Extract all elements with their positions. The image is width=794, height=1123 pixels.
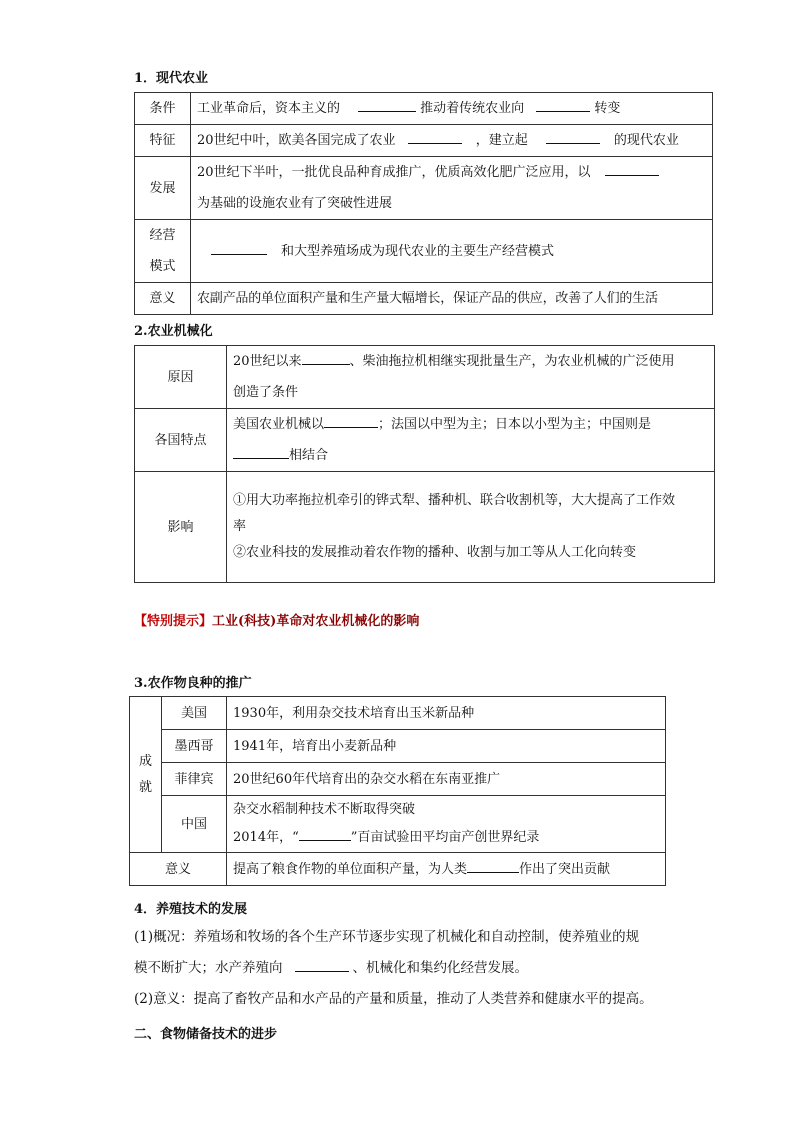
meaning-content [227, 853, 666, 886]
row-content [227, 409, 715, 472]
fill-blank [295, 957, 349, 972]
text-fragment: 、机械化和集约化经营发展。 [352, 960, 528, 976]
section5-heading: 二、食物储备技术的进步 [134, 1027, 278, 1042]
row-content [191, 157, 713, 220]
text-fragment: 为基础的设施农业有了突破性进展 [197, 196, 393, 211]
text-fragment: 20世纪以来 [233, 354, 302, 369]
paragraph-line [134, 953, 734, 984]
text-fragment: ，建立起 [475, 133, 528, 148]
text-fragment: 杂交水稻制种技术不断取得突破 [233, 802, 416, 817]
text-fragment: ；法国以中型为主；日本以小型为主；中国则是 [378, 417, 652, 432]
country-label: 中国 [162, 796, 227, 853]
table-row [130, 730, 666, 763]
row-content [191, 220, 713, 283]
country-label: 美国 [162, 697, 227, 730]
paragraph-line: (1)概况：养殖场和牧场的各个生产环节逐步实现了机械化和自动控制，使养殖业的规 [134, 929, 640, 945]
row-label: 各国特点 [135, 409, 227, 472]
fill-blank [324, 413, 378, 428]
table-row [135, 283, 713, 315]
section2-heading: 2.农业机械化 [134, 324, 213, 339]
text-fragment: 20世纪中叶，欧美各国完成了农业 [197, 133, 396, 148]
text-fragment: ”百亩试验田平均亩产创世界纪录 [350, 830, 540, 845]
row-label: 意义 [135, 283, 191, 315]
section4-paragraph-2: (2)意义：提高了畜牧产品和水产品的产量和质量，推动了人类营养和健康水平的提高。 [134, 991, 653, 1007]
meaning-label: 意义 [130, 853, 227, 886]
row-label-line: 模式 [149, 259, 176, 274]
row-content [227, 346, 715, 409]
section3-heading: 3.农作物良种的推广 [134, 676, 252, 691]
table-row [135, 157, 713, 220]
fill-blank [546, 129, 600, 144]
table-row [135, 125, 713, 157]
table-row [135, 93, 713, 125]
table-row [135, 346, 715, 409]
fill-blank [211, 240, 267, 255]
special-tip [134, 610, 419, 629]
table-row [135, 220, 713, 283]
row-label: 原因 [135, 346, 227, 409]
text-fragment: 推动着传统农业向 [420, 101, 525, 116]
section4-paragraph-1 [134, 922, 734, 984]
fill-blank [467, 858, 519, 873]
country-achievement: 20世纪60年代培育出的杂交水稻在东南亚推广 [227, 763, 666, 796]
text-fragment: ①用大功率拖拉机牵引的铧式犁、播种机、联合收割机等，大大提高了工作效 [233, 493, 676, 508]
achievement-label [130, 697, 162, 853]
fill-blank [536, 97, 590, 112]
row-label: 影响 [135, 472, 227, 583]
table-row [135, 409, 715, 472]
crop-varieties-table [129, 696, 666, 886]
tip-text: 工业(科技)革命对农业机械化的影响 [212, 614, 420, 629]
fill-blank [299, 826, 351, 841]
section1-heading: 1．现代农业 [134, 71, 209, 86]
table-row [135, 472, 715, 583]
text-fragment: 、柴油拖拉机相继实现批量生产，为农业机械的广泛使用 [349, 354, 675, 369]
row-content [227, 472, 715, 583]
country-achievement: 1941年，培育出小麦新品种 [227, 730, 666, 763]
row-label [135, 220, 191, 283]
row-content: 农副产品的单位面积产量和生产量大幅增长，保证产品的供应，改善了人们的生活 [191, 283, 713, 315]
text-fragment: 的现代农业 [613, 133, 679, 148]
row-label: 特征 [135, 125, 191, 157]
fill-blank [233, 444, 289, 459]
text-fragment: 提高了粮食作物的单位面积产量，为人类 [233, 861, 468, 877]
text-fragment: 2014年，“ [233, 830, 299, 845]
text-fragment: ②农业科技的发展推动着农作物的播种、收割与加工等从人工化向转变 [233, 545, 637, 560]
fill-blank [358, 97, 416, 112]
text-fragment: 作出了突出贡献 [519, 861, 611, 877]
text-fragment: 转变 [594, 101, 621, 116]
country-achievement [227, 796, 666, 853]
text-fragment: 相结合 [289, 448, 329, 463]
row-label-line: 经营 [149, 228, 176, 243]
country-label: 菲律宾 [162, 763, 227, 796]
row-content [191, 93, 713, 125]
table-row [130, 763, 666, 796]
text-fragment: 工业革命后，资本主义的 [197, 101, 341, 116]
table-row [130, 796, 666, 853]
text-fragment: 和大型养殖场成为现代农业的主要生产经营模式 [281, 243, 555, 259]
achievement-label-char: 就 [138, 779, 152, 795]
text-fragment: 模不断扩大；水产养殖向 [134, 960, 283, 976]
section4-heading: 4．养殖技术的发展 [134, 902, 248, 917]
row-content [191, 125, 713, 157]
achievement-label-char: 成 [138, 753, 152, 769]
fill-blank [302, 350, 350, 365]
table-row [130, 853, 666, 886]
mechanization-table [134, 345, 715, 583]
text-fragment: 美国农业机械以 [233, 417, 325, 432]
fill-blank [605, 161, 659, 176]
text-fragment: 创造了条件 [233, 385, 299, 400]
text-fragment: 率 [233, 519, 247, 534]
modern-agriculture-table [134, 92, 713, 315]
country-label: 墨西哥 [162, 730, 227, 763]
tip-bracket: 【特别提示】 [134, 614, 213, 629]
fill-blank [408, 129, 462, 144]
text-fragment: 20世纪下半叶，一批优良品种育成推广，优质高效化肥广泛应用，以 [197, 165, 591, 180]
country-achievement: 1930年，利用杂交技术培育出玉米新品种 [227, 697, 666, 730]
row-label: 发展 [135, 157, 191, 220]
row-label: 条件 [135, 93, 191, 125]
table-row [130, 697, 666, 730]
